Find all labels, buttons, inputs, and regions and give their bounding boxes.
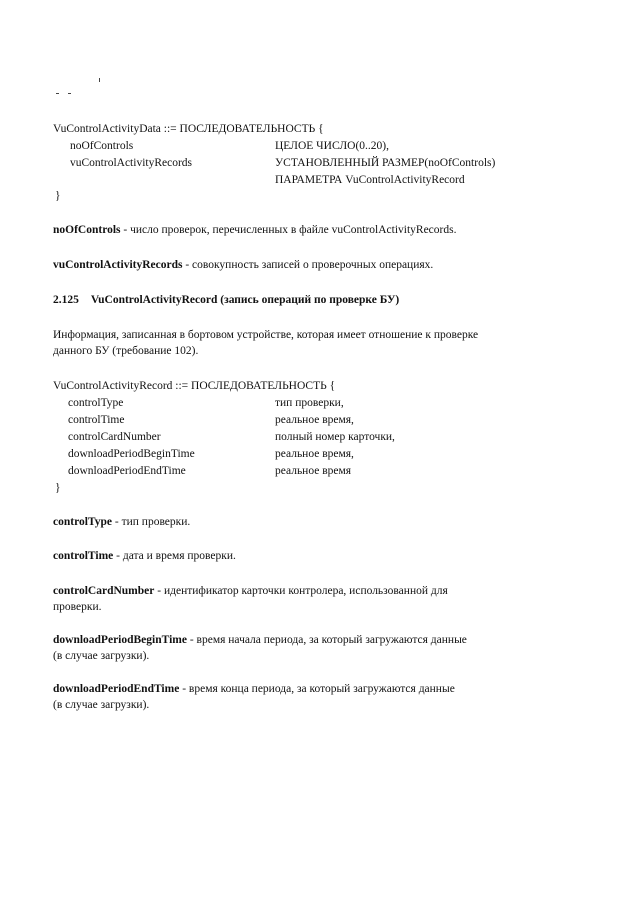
term-description: - тип проверки.	[112, 516, 191, 528]
section-title: VuControlActivityRecord (запись операций по проверке БУ)	[90, 294, 400, 306]
field-type: УСТАНОВЛЕННЫЙ РАЗМЕР(noOfControls)	[275, 157, 496, 169]
definition-header: VuControlActivityRecord ::= ПОСЛЕДОВАТЕЛЬНОСТЬ {	[53, 380, 336, 392]
scan-artifact-dot	[56, 93, 59, 94]
field-type: ЦЕЛОЕ ЧИСЛО(0..20),	[275, 140, 389, 152]
closing-brace: }	[55, 190, 61, 202]
field-name: downloadPeriodBeginTime	[68, 448, 195, 460]
term-description: - число проверок, перечисленных в файле vuControlActivityRecords.	[120, 224, 457, 236]
field-type: реальное время,	[275, 448, 354, 460]
field-type: ПАРАМЕТРА VuControlActivityRecord	[275, 174, 465, 186]
term-description: - дата и время проверки.	[113, 550, 236, 562]
field-type: реальное время,	[275, 414, 354, 426]
term: controlType	[53, 516, 112, 528]
definition-line	[53, 585, 448, 597]
term: controlTime	[53, 550, 114, 562]
field-name: noOfControls	[70, 140, 134, 152]
term-description: - время начала периода, за который загружаются данные	[186, 634, 467, 646]
field-type: тип проверки,	[275, 397, 344, 409]
term: controlCardNumber	[53, 585, 155, 597]
scan-artifact-dot	[68, 93, 71, 94]
definition-line	[53, 224, 456, 236]
term: noOfControls	[53, 224, 121, 236]
field-type: полный номер карточки,	[275, 431, 395, 443]
field-name: controlType	[68, 397, 124, 409]
term-description: - время конца периода, за который загружаются данные	[179, 683, 455, 695]
section-number: 2.125	[53, 294, 79, 306]
definition-continuation: проверки.	[53, 601, 102, 613]
term: downloadPeriodBeginTime	[53, 634, 187, 646]
field-name: controlTime	[68, 414, 125, 426]
term-description: - совокупность записей о проверочных операциях.	[182, 259, 434, 271]
definition-line	[53, 516, 190, 528]
definition-line	[53, 634, 467, 646]
definition-line	[53, 550, 236, 562]
field-name: downloadPeriodEndTime	[68, 465, 186, 477]
field-name: vuControlActivityRecords	[70, 157, 193, 169]
field-type: реальное время	[275, 465, 352, 477]
definition-header: VuControlActivityData ::= ПОСЛЕДОВАТЕЛЬНОСТЬ {	[53, 123, 324, 135]
definition-line	[53, 259, 433, 271]
term: downloadPeriodEndTime	[53, 683, 180, 695]
section-heading	[53, 294, 399, 306]
definition-line	[53, 683, 455, 695]
paragraph-line: Информация, записанная в бортовом устройстве, которая имеет отношение к проверке	[53, 329, 479, 341]
field-name: controlCardNumber	[68, 431, 161, 443]
paragraph-line: данного БУ (требование 102).	[53, 345, 199, 357]
scan-artifact-tick	[99, 78, 100, 82]
term-description: - идентификатор карточки контролера, использованной для	[154, 585, 448, 597]
definition-continuation: (в случае загрузки).	[53, 650, 150, 662]
term: vuControlActivityRecords	[53, 259, 183, 271]
closing-brace: }	[55, 482, 61, 494]
definition-continuation: (в случае загрузки).	[53, 699, 150, 711]
